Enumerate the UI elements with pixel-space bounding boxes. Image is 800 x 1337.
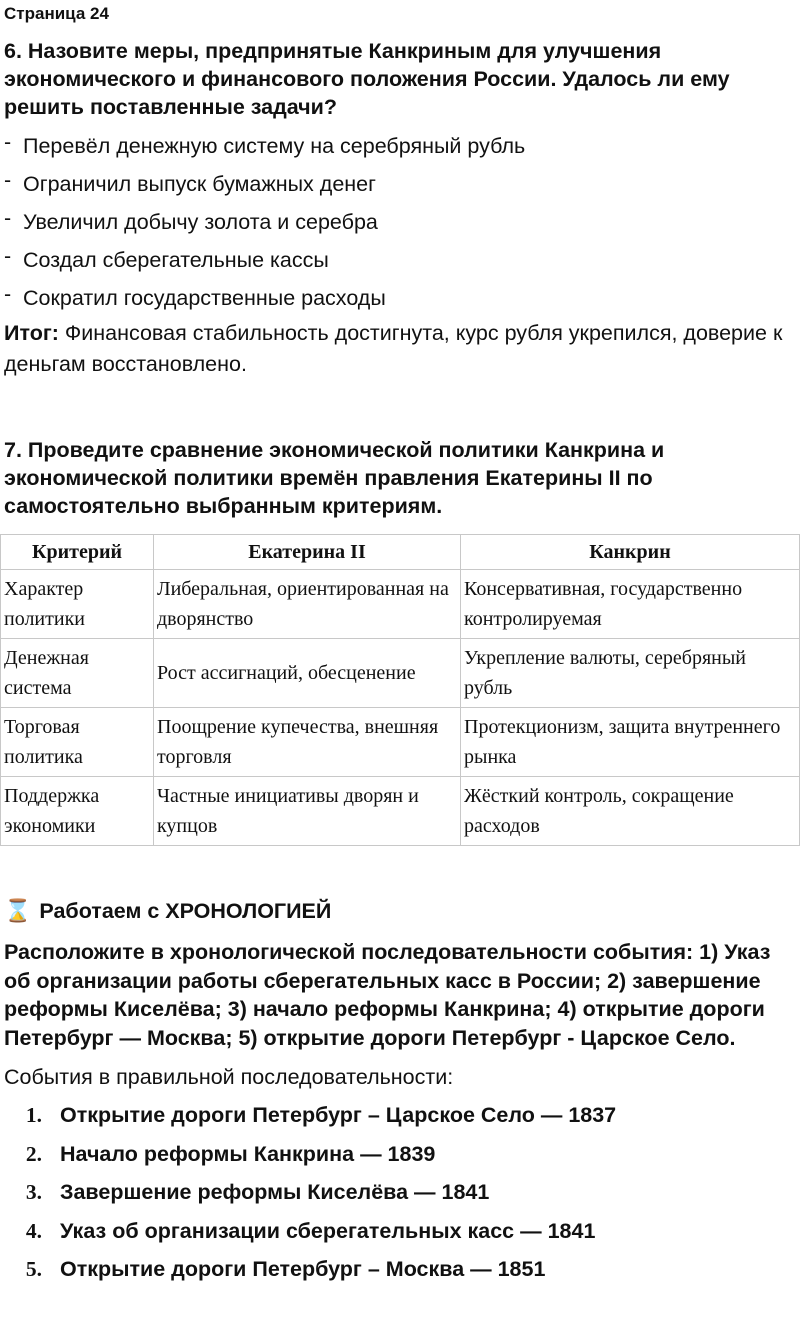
table-header-row [1,535,800,570]
list-item [4,1135,796,1174]
list-item-text: Ограничил выпуск бумажных денег [23,172,376,196]
table-cell: Жёсткий контроль, сокращение расходов [461,777,800,846]
list-item-text: Создал сберегательные кассы [23,248,329,272]
page-header: Страница 24 [4,4,109,23]
summary-label: Итог: [4,321,59,345]
table-row [1,708,800,777]
list-number: 5. [25,1257,42,1281]
question-6-title: 6. Назовите меры, предпринятые Канкриным для улучшения экономического и финансового положения России. Удалось ли ему решить поставленные задачи? [4,39,730,119]
chronology-heading-text: Работаем с ХРОНОЛОГИЕЙ [39,899,332,923]
list-item [4,1212,796,1251]
table-cell: Либеральная, ориентированная на дворянство [154,570,461,639]
hourglass-icon: ⌛ [4,898,32,923]
header-kankrin: Канкрин [461,535,800,570]
comparison-table [0,534,800,846]
list-number: 4. [25,1218,42,1243]
list-number: 3. [25,1180,42,1204]
event-text: Завершение реформы Киселёва — 1841 [60,1180,490,1204]
chronology-heading [4,896,796,926]
table-row [1,570,800,639]
dash-bullet: - [4,168,12,192]
list-number: 1. [25,1103,42,1127]
table-cell: Укрепление валюты, серебряный рубль [461,639,800,708]
list-item-text: Увеличил добычу золота и серебра [23,210,378,234]
event-text: Начало реформы Канкрина — 1839 [60,1141,436,1166]
header-criterion: Критерий [1,535,154,570]
table-row [1,639,800,708]
table-cell: Торговая политика [1,708,154,777]
list-item-text: Сократил государственные расходы [23,286,386,310]
event-text: Открытие дороги Петербург – Царское Село — 1837 [60,1103,617,1127]
list-item [4,279,796,317]
list-item [4,1250,796,1289]
list-item [4,165,796,203]
list-item [4,1173,796,1212]
list-item-text: Перевёл денежную систему на серебряный рубль [23,134,526,158]
question-6-summary [4,318,796,380]
event-text: Открытие дороги Петербург – Москва — 1851 [60,1257,546,1281]
table-row [1,777,800,846]
table-cell: Поощрение купечества, внешняя торговля [154,708,461,777]
dash-bullet: - [4,282,12,306]
table-cell: Протекционизм, защита внутреннего рынка [461,708,800,777]
event-text: Указ об организации сберегательных касс — 1841 [60,1218,596,1243]
table-cell: Денежная система [1,639,154,708]
list-item [4,1096,796,1135]
list-number: 2. [25,1141,42,1166]
list-item [4,241,796,279]
summary-text: Финансовая стабильность достигнута, курс рубля укрепился, доверие к деньгам восстановлено. [4,321,783,376]
dash-bullet: - [4,244,12,268]
chronology-task: Расположите в хронологической последовательности события: 1) Указ об организации работы сберегательных касс в России; 2) завершение реформы Киселёва; 3) начало реформы Канкрина; 4) открытие дороги Петербург — Москва; 5) открытие дороги Петербург - Царское Село. [4,940,771,1050]
question-6-answer-list [4,127,796,317]
list-item [4,127,796,165]
dash-bullet: - [4,206,12,230]
table-cell: Рост ассигнаций, обесценение [154,639,461,708]
header-catherine: Екатерина II [154,535,461,570]
table-cell: Частные инициативы дворян и купцов [154,777,461,846]
dash-bullet: - [4,130,12,154]
list-item [4,203,796,241]
events-list [4,1096,796,1289]
question-7-title: 7. Проведите сравнение экономической политики Канкрина и экономической политики времён правления Екатерины II по самостоятельно выбранным критериям. [4,438,665,518]
table-cell: Поддержка экономики [1,777,154,846]
answer-intro: События в правильной последовательности: [4,1065,454,1089]
table-cell: Характер политики [1,570,154,639]
table-cell: Консервативная, государственно контролируемая [461,570,800,639]
